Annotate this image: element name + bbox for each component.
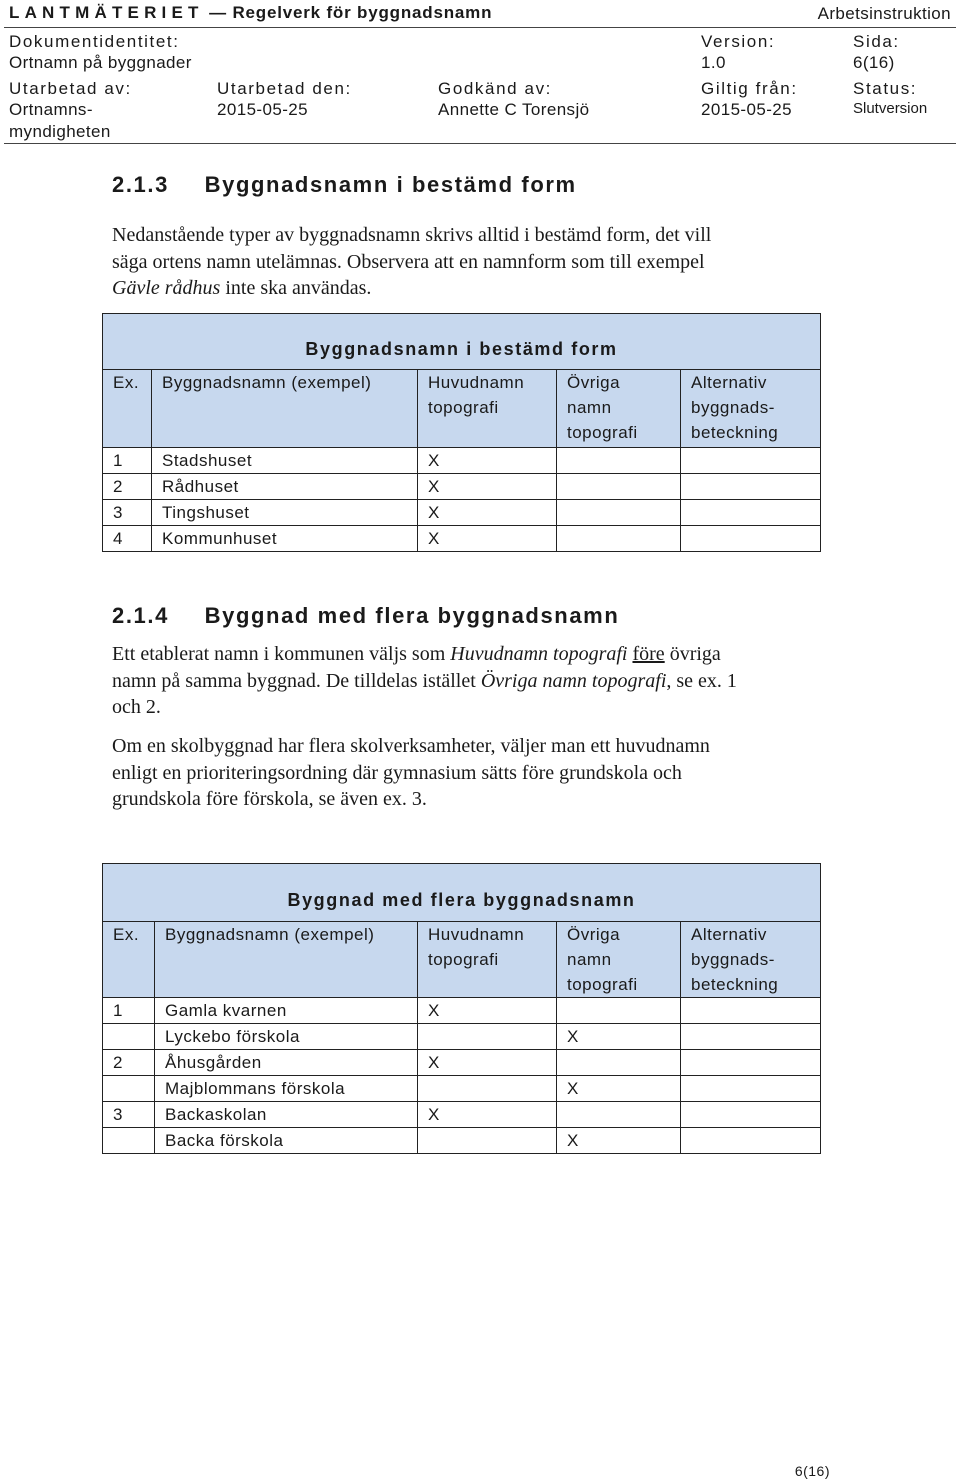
cell-main: X (418, 1102, 557, 1128)
cell-other (557, 1050, 681, 1076)
paragraph-line (112, 668, 737, 695)
cell-alt (681, 500, 821, 526)
table-flera-byggnadsnamn (102, 863, 821, 1154)
status-label: Status: (853, 79, 918, 98)
paragraph-line: Om en skolbyggnad har flera skolverksamheter, väljer man ett huvudnamn (112, 735, 710, 757)
table-row (103, 1024, 821, 1050)
cell-other (557, 526, 681, 552)
table-row (103, 998, 821, 1024)
paragraph-text: inte ska användas. (220, 277, 372, 299)
section-title: Byggnadsnamn i bestämd form (204, 172, 577, 197)
table-row (103, 1128, 821, 1154)
doc-id-value: Ortnamn på byggnader (9, 53, 192, 72)
page-label: Sida: (853, 32, 900, 51)
table-title: Byggnad med flera byggnadsnamn (103, 864, 821, 922)
col-header-name: Byggnadsnamn (exempel) (155, 922, 418, 998)
italic-term: Övriga namn topografi (480, 669, 667, 692)
version-label: Version: (701, 32, 776, 51)
cell-main: X (418, 1050, 557, 1076)
header-line: Huvudnamn (428, 373, 525, 392)
table-row (103, 1050, 821, 1076)
col-header-other (557, 922, 681, 998)
prepared-date-label: Utarbetad den: (217, 79, 352, 98)
col-header-main (418, 922, 557, 998)
section-2-1-4-paragraph-1 (112, 641, 737, 721)
header-line: namn (567, 950, 612, 969)
cell-other (557, 1102, 681, 1128)
cell-alt (681, 1024, 821, 1050)
cell-alt (681, 474, 821, 500)
header-line: byggnads- (691, 950, 775, 969)
section-number: 2.1.4 (112, 603, 169, 628)
cell-name: Backa förskola (155, 1128, 418, 1154)
doc-id-label: Dokumentidentitet: (9, 32, 180, 51)
page-value: 6(16) (853, 53, 895, 72)
header-line: namn (567, 398, 612, 417)
paragraph-line: grundskola före förskola, se även ex. 3. (112, 788, 427, 810)
header-bottom-rule (4, 143, 956, 144)
header-line: beteckning (691, 975, 779, 994)
cell-name: Majblommans förskola (155, 1076, 418, 1102)
valid-from-value: 2015-05-25 (701, 100, 792, 119)
section-2-1-4-paragraph-2 (112, 733, 710, 813)
cell-ex (103, 1024, 155, 1050)
section-heading-2-1-4 (112, 603, 619, 629)
cell-ex (103, 1076, 155, 1102)
cell-alt (681, 1128, 821, 1154)
header-line: beteckning (691, 423, 779, 442)
cell-ex: 1 (103, 998, 155, 1024)
col-header-ex: Ex. (103, 370, 152, 448)
table-row (103, 526, 821, 552)
document-title-bar: LANTMÄTERIET — Regelverk för byggnadsnamn (9, 3, 493, 22)
section-heading-2-1-3 (112, 172, 577, 198)
cell-alt (681, 998, 821, 1024)
approved-by-label: Godkänd av: (438, 79, 552, 98)
header-line: Huvudnamn (428, 925, 525, 944)
table-row (103, 1102, 821, 1128)
cell-main (418, 1128, 557, 1154)
section-number: 2.1.3 (112, 172, 169, 197)
cell-main: X (418, 474, 557, 500)
cell-other (557, 448, 681, 474)
table-row (103, 448, 821, 474)
italic-term: Huvudnamn topografi (450, 643, 628, 665)
cell-ex: 3 (103, 1102, 155, 1128)
cell-alt (681, 526, 821, 552)
header-line: Övriga (567, 925, 621, 944)
col-header-main (418, 370, 557, 448)
table-title: Byggnadsnamn i bestämd form (103, 314, 821, 370)
italic-example: Gävle rådhus (112, 277, 221, 299)
col-header-alt (681, 922, 821, 998)
cell-name: Lyckebo förskola (155, 1024, 418, 1050)
valid-from-label: Giltig från: (701, 79, 798, 98)
header-line: Övriga (567, 373, 621, 392)
paragraph-text: övriga (664, 643, 721, 665)
paragraph-line (112, 275, 711, 302)
header-line: topografi (428, 398, 499, 417)
version-value: 1.0 (701, 53, 726, 72)
paragraph-line: Nedanstående typer av byggnadsnamn skrivs alltid i bestämd form, det vill (112, 224, 712, 246)
cell-ex: 2 (103, 474, 152, 500)
cell-name: Backaskolan (155, 1102, 418, 1128)
cell-ex: 2 (103, 1050, 155, 1076)
header-line: topografi (567, 975, 638, 994)
paragraph-text: namn på samma byggnad. De tilldelas istället (112, 669, 481, 692)
table-row (103, 500, 821, 526)
table-row (103, 1076, 821, 1102)
prepared-by-value-cont: myndigheten (9, 122, 111, 141)
cell-other: X (557, 1024, 681, 1050)
cell-ex: 1 (103, 448, 152, 474)
cell-other (557, 474, 681, 500)
org-name: LANTMÄTERIET (9, 3, 204, 22)
cell-other: X (557, 1076, 681, 1102)
table-row (103, 474, 821, 500)
cell-name: Stadshuset (152, 448, 418, 474)
paragraph-line: säga ortens namn utelämnas. Observera att en namnform som till exempel (112, 250, 705, 273)
prepared-date-value: 2015-05-25 (217, 100, 308, 119)
col-header-other (557, 370, 681, 448)
paragraph-line: enligt en prioriteringsordning där gymnasium sätts före grundskola och (112, 761, 682, 784)
cell-main: X (418, 526, 557, 552)
paragraph-line: och 2. (112, 696, 161, 718)
cell-main: X (418, 448, 557, 474)
section-title: Byggnad med flera byggnadsnamn (204, 603, 620, 628)
prepared-by-value: Ortnamns- (9, 100, 93, 119)
approved-by-value: Annette C Torensjö (438, 100, 590, 119)
header-line: Alternativ (691, 925, 767, 944)
cell-name: Rådhuset (152, 474, 418, 500)
table-header-row (103, 922, 821, 998)
cell-name: Kommunhuset (152, 526, 418, 552)
cell-ex: 3 (103, 500, 152, 526)
document-type: Arbetsinstruktion (817, 4, 951, 23)
cell-other (557, 998, 681, 1024)
cell-alt (681, 1102, 821, 1128)
cell-alt (681, 1050, 821, 1076)
cell-other: X (557, 1128, 681, 1154)
prepared-by-label: Utarbetad av: (9, 79, 132, 98)
header-top-rule (4, 27, 956, 28)
cell-name: Tingshuset (152, 500, 418, 526)
cell-main: X (418, 500, 557, 526)
section-2-1-3-body (112, 222, 711, 302)
col-header-alt (681, 370, 821, 448)
col-header-name: Byggnadsnamn (exempel) (152, 370, 418, 448)
cell-other (557, 500, 681, 526)
col-header-ex: Ex. (103, 922, 155, 998)
header-line: byggnads- (691, 398, 775, 417)
status-value: Slutversion (853, 100, 928, 117)
cell-ex: 4 (103, 526, 152, 552)
paragraph-text: , se ex. 1 (666, 669, 737, 692)
cell-name: Åhusgården (155, 1050, 418, 1076)
regulation-title: Regelverk för byggnadsnamn (232, 3, 493, 22)
paragraph-text: Ett etablerat namn i kommunen väljs som (112, 643, 451, 665)
cell-main (418, 1024, 557, 1050)
table-header-row (103, 370, 821, 448)
header-line: topografi (428, 950, 499, 969)
header-line: Alternativ (691, 373, 767, 392)
underlined-word: före (632, 643, 665, 665)
cell-alt (681, 1076, 821, 1102)
cell-main (418, 1076, 557, 1102)
cell-main: X (418, 998, 557, 1024)
header-line: topografi (567, 423, 638, 442)
cell-name: Gamla kvarnen (155, 998, 418, 1024)
table-bestamd-form (102, 313, 821, 552)
footer-page-number: 6(16) (794, 1463, 830, 1479)
cell-ex (103, 1128, 155, 1154)
cell-alt (681, 448, 821, 474)
paragraph-line (112, 641, 737, 668)
